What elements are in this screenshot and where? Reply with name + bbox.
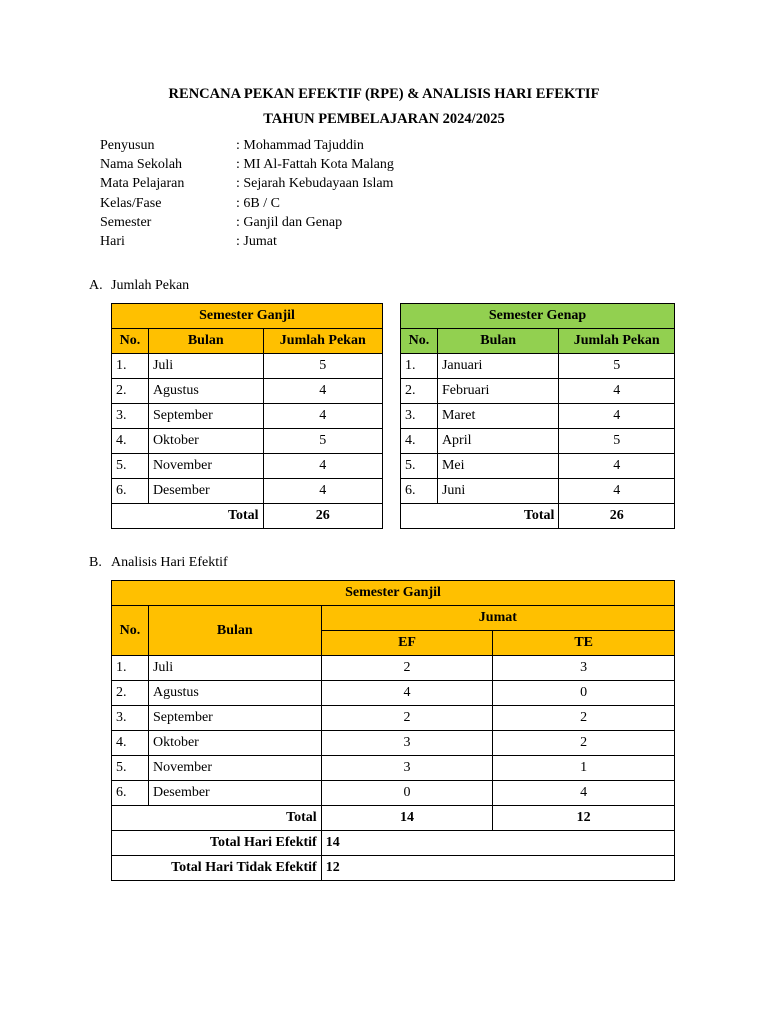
table-row — [112, 706, 675, 731]
cell-no: 3. — [112, 404, 149, 429]
cell-no: 5. — [112, 756, 149, 781]
total-value: 26 — [559, 504, 675, 529]
cell-pekan: 4 — [263, 404, 382, 429]
cell-no: 2. — [112, 379, 149, 404]
total-row — [112, 504, 383, 529]
info-row-hari — [100, 232, 394, 251]
table-title: Semester Ganjil — [112, 304, 383, 329]
cell-ef: 3 — [321, 756, 493, 781]
info-value: : Mohammad Tajuddin — [236, 138, 364, 153]
header-no: No. — [112, 329, 149, 354]
document-title: RENCANA PEKAN EFEKTIF (RPE) & ANALISIS HARI EFEKTIF — [168, 86, 600, 102]
section-b-heading — [89, 555, 228, 571]
cell-te: 1 — [493, 756, 675, 781]
header-bulan: Bulan — [437, 329, 559, 354]
cell-no: 4. — [401, 429, 438, 454]
table-analisis-hari-efektif — [111, 580, 675, 881]
header-no: No. — [112, 606, 149, 656]
cell-bulan: September — [148, 404, 263, 429]
header-jumlah-pekan: Jumlah Pekan — [263, 329, 382, 354]
cell-no: 6. — [401, 479, 438, 504]
header-jumlah-pekan: Jumlah Pekan — [559, 329, 675, 354]
cell-te: 2 — [493, 706, 675, 731]
cell-pekan: 5 — [263, 354, 382, 379]
document-subtitle: TAHUN PEMBELAJARAN 2024/2025 — [263, 111, 505, 127]
table-row — [401, 379, 675, 404]
cell-bulan: Agustus — [148, 681, 321, 706]
total-label: Total — [112, 504, 264, 529]
table-row — [112, 454, 383, 479]
cell-no: 3. — [112, 706, 149, 731]
info-value: : Ganjil dan Genap — [236, 214, 343, 230]
cell-no: 5. — [112, 454, 149, 479]
info-label: Kelas/Fase — [100, 195, 162, 211]
cell-pekan: 4 — [559, 454, 675, 479]
total-hari-efektif-label: Total Hari Efektif — [112, 831, 322, 856]
info-row-nama-sekolah — [100, 155, 394, 174]
table-pekan-ganjil — [111, 303, 383, 529]
header-ef: EF — [321, 631, 493, 656]
total-hari-efektif-value: 14 — [321, 831, 674, 856]
info-value: : MI Al-Fattah Kota Malang — [236, 157, 394, 173]
identity-block — [100, 136, 394, 251]
info-label: Semester — [100, 214, 152, 230]
cell-te: 4 — [493, 781, 675, 806]
cell-bulan: Agustus — [148, 379, 263, 404]
table-row — [112, 354, 383, 379]
table-row — [401, 429, 675, 454]
info-row-penyusun — [100, 136, 394, 155]
header-te: TE — [493, 631, 675, 656]
table-row — [401, 479, 675, 504]
table-row — [401, 354, 675, 379]
cell-bulan: Juli — [148, 656, 321, 681]
total-label: Total — [401, 504, 559, 529]
info-row-mata-pelajaran — [100, 174, 394, 193]
cell-pekan: 4 — [263, 379, 382, 404]
cell-bulan: Desember — [148, 781, 321, 806]
table-row — [112, 429, 383, 454]
info-label: Hari — [100, 233, 125, 249]
cell-no: 5. — [401, 454, 438, 479]
table-row — [112, 479, 383, 504]
cell-no: 1. — [112, 354, 149, 379]
table-row — [112, 404, 383, 429]
cell-bulan: Juli — [148, 354, 263, 379]
cell-bulan: Januari — [437, 354, 559, 379]
total-hari-tidak-efektif-value: 12 — [321, 856, 674, 881]
cell-te: 0 — [493, 681, 675, 706]
cell-ef: 4 — [321, 681, 493, 706]
total-ef: 14 — [321, 806, 493, 831]
cell-no: 1. — [112, 656, 149, 681]
table-row — [112, 731, 675, 756]
cell-ef: 0 — [321, 781, 493, 806]
total-hari-tidak-efektif-row — [112, 856, 675, 881]
info-row-kelas-fase — [100, 194, 394, 213]
cell-ef: 2 — [321, 706, 493, 731]
section-letter: A. — [89, 278, 103, 293]
cell-bulan: Juni — [437, 479, 559, 504]
info-value: : Sejarah Kebudayaan Islam — [236, 176, 394, 192]
cell-no: 2. — [112, 681, 149, 706]
total-row — [112, 806, 675, 831]
cell-bulan: Oktober — [148, 731, 321, 756]
info-label: Nama Sekolah — [100, 157, 183, 173]
table-row — [112, 681, 675, 706]
total-te: 12 — [493, 806, 675, 831]
table-row — [112, 756, 675, 781]
cell-pekan: 5 — [559, 354, 675, 379]
section-title: Jumlah Pekan — [111, 278, 190, 293]
cell-pekan: 4 — [559, 379, 675, 404]
cell-bulan: Desember — [148, 479, 263, 504]
cell-bulan: Maret — [437, 404, 559, 429]
cell-pekan: 4 — [559, 404, 675, 429]
info-label: Mata Pelajaran — [100, 176, 185, 192]
cell-no: 4. — [112, 429, 149, 454]
header-bulan: Bulan — [148, 606, 321, 656]
total-value: 26 — [263, 504, 382, 529]
cell-bulan: November — [148, 454, 263, 479]
cell-no: 2. — [401, 379, 438, 404]
table-title: Semester Ganjil — [112, 581, 675, 606]
header-no: No. — [401, 329, 438, 354]
total-hari-tidak-efektif-label: Total Hari Tidak Efektif — [112, 856, 322, 881]
table-row — [401, 454, 675, 479]
cell-te: 3 — [493, 656, 675, 681]
cell-ef: 2 — [321, 656, 493, 681]
cell-pekan: 5 — [263, 429, 382, 454]
table-row — [112, 379, 383, 404]
cell-bulan: September — [148, 706, 321, 731]
total-hari-efektif-row — [112, 831, 675, 856]
cell-pekan: 5 — [559, 429, 675, 454]
cell-bulan: Mei — [437, 454, 559, 479]
info-label: Penyusun — [100, 138, 155, 153]
cell-pekan: 4 — [263, 454, 382, 479]
info-row-semester — [100, 213, 394, 232]
cell-pekan: 4 — [559, 479, 675, 504]
table-row — [112, 781, 675, 806]
cell-no: 3. — [401, 404, 438, 429]
table-row — [112, 656, 675, 681]
cell-pekan: 4 — [263, 479, 382, 504]
table-title: Semester Genap — [401, 304, 675, 329]
section-title: Analisis Hari Efektif — [111, 555, 228, 570]
cell-bulan: Februari — [437, 379, 559, 404]
cell-te: 2 — [493, 731, 675, 756]
cell-no: 6. — [112, 781, 149, 806]
cell-no: 4. — [112, 731, 149, 756]
cell-bulan: November — [148, 756, 321, 781]
info-value: : Jumat — [236, 233, 277, 249]
cell-no: 6. — [112, 479, 149, 504]
cell-no: 1. — [401, 354, 438, 379]
table-row — [401, 404, 675, 429]
table-pekan-genap — [400, 303, 675, 529]
total-row — [401, 504, 675, 529]
section-a-heading — [89, 278, 189, 294]
cell-ef: 3 — [321, 731, 493, 756]
header-bulan: Bulan — [148, 329, 263, 354]
cell-bulan: Oktober — [148, 429, 263, 454]
total-label: Total — [112, 806, 322, 831]
section-letter: B. — [89, 555, 102, 570]
info-value: : 6B / C — [236, 195, 280, 211]
header-day: Jumat — [321, 606, 674, 631]
cell-bulan: April — [437, 429, 559, 454]
